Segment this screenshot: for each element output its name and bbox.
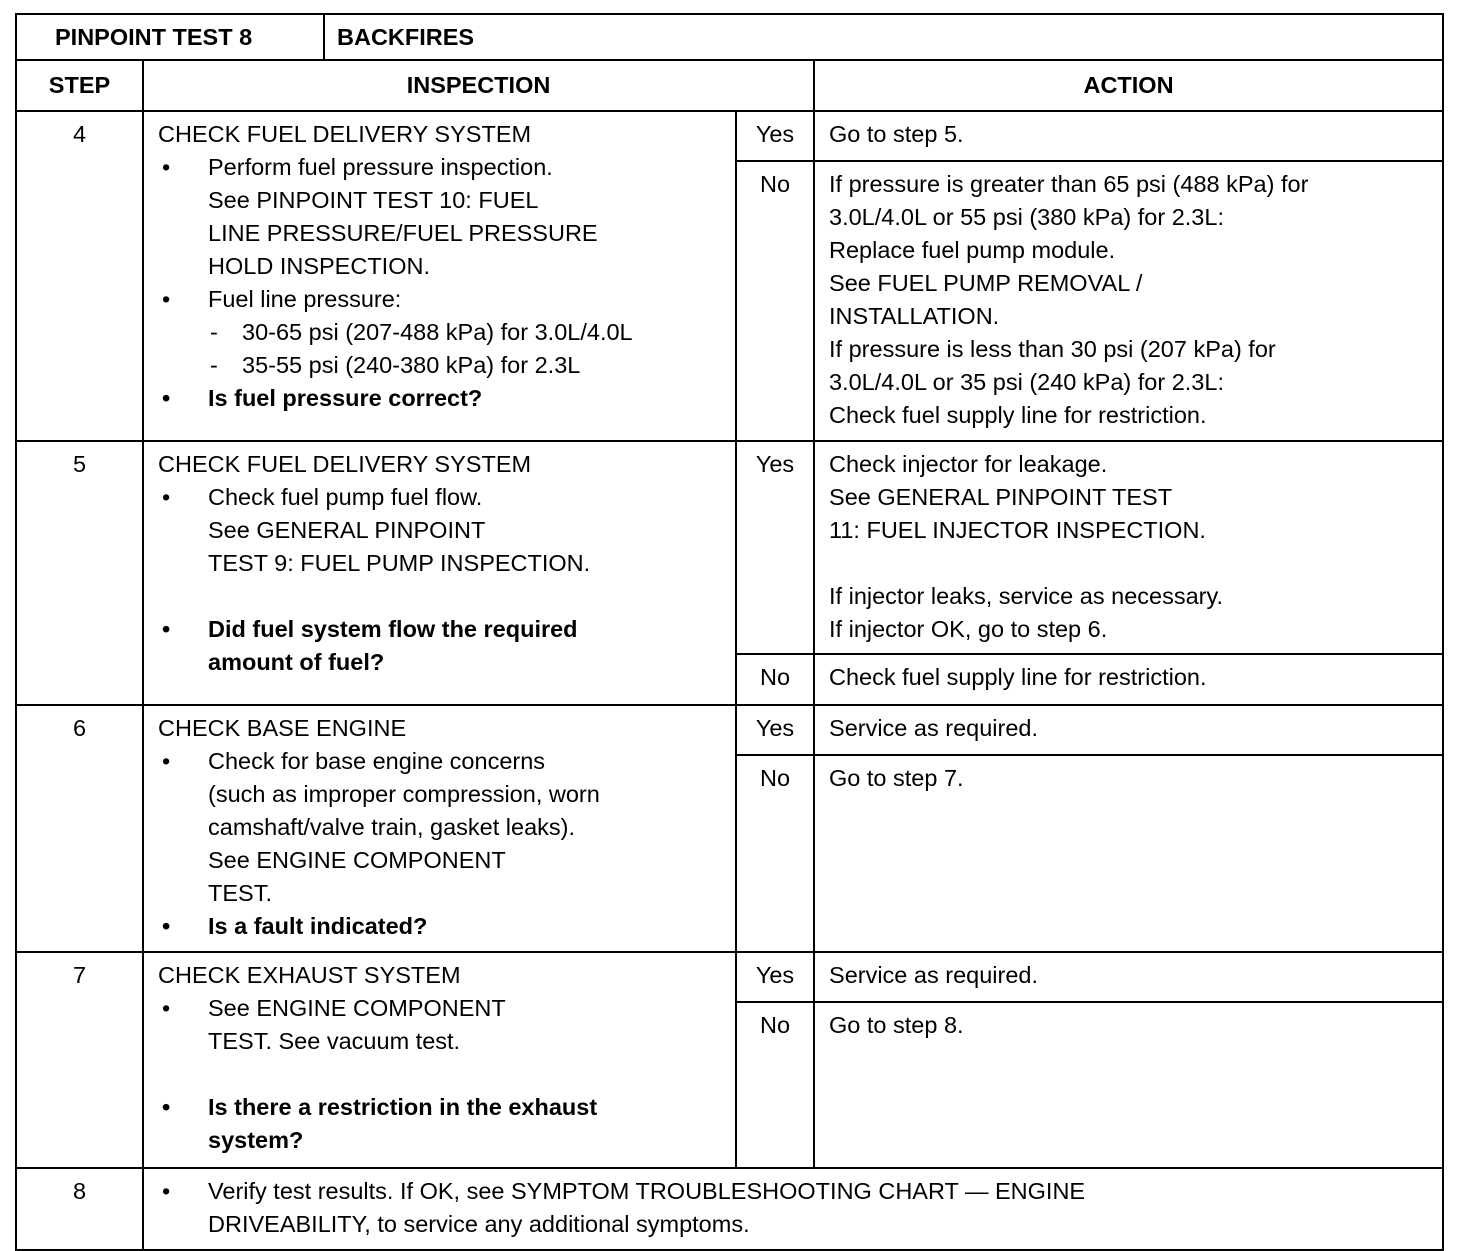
step-4-yes-action: Go to step 5. [814, 111, 1443, 161]
step-7-bullet-1-line: See ENGINE COMPONENT [208, 995, 506, 1021]
step-4-no-action-line: INSTALLATION. [829, 303, 1000, 329]
step-4-no-action-line: See FUEL PUMP REMOVAL / [829, 270, 1143, 296]
step-6-number: 6 [16, 705, 143, 952]
step-8-text [143, 1168, 1443, 1250]
step-7-yes-label: Yes [736, 952, 814, 1002]
step-4-bullet-2-text: Fuel line pressure: [208, 286, 402, 312]
step-5-inspection [143, 441, 736, 705]
step-5-no-action: Check fuel supply line for restriction. [814, 654, 1443, 705]
step-6-bullet-1-line: See ENGINE COMPONENT [208, 847, 506, 873]
step-6-bullet-1-line: TEST. [208, 880, 272, 906]
step-4-bullet-1-line: See PINPOINT TEST 10: FUEL [208, 187, 539, 213]
step-4-inspection [143, 111, 736, 441]
step-4-no-action-line: If pressure is greater than 65 psi (488 kPa) for [829, 171, 1309, 197]
step-6-yes-row [16, 705, 1443, 755]
step-4-question-text: Is fuel pressure correct? [208, 385, 483, 411]
step-7-heading: CHECK EXHAUST SYSTEM [158, 962, 461, 988]
spacer [158, 580, 727, 613]
step-5-yes-action [814, 441, 1443, 654]
step-5-number: 5 [16, 441, 143, 705]
step-7-yes-action: Service as required. [814, 952, 1443, 1002]
step-4-bullet-1-line: HOLD INSPECTION. [208, 253, 430, 279]
step-8-text-line: Verify test results. If OK, see SYMPTOM TROUBLESHOOTING CHART — ENGINE [208, 1178, 1086, 1204]
step-6-bullet-1 [158, 745, 727, 910]
step-7-yes-row [16, 952, 1443, 1002]
step-5-bullet-1-line: Check fuel pump fuel flow. [208, 484, 483, 510]
step-4-no-action [814, 161, 1443, 441]
step-6-heading: CHECK BASE ENGINE [158, 715, 407, 741]
step-5-question-line: amount of fuel? [208, 649, 385, 675]
step-6-bullet-1-line: Check for base engine concerns [208, 748, 546, 774]
step-6-question-text: Is a fault indicated? [208, 913, 428, 939]
bullet-icon: • [162, 385, 171, 411]
step-5-no-label: No [736, 654, 814, 705]
step-8-bullet [158, 1175, 1434, 1241]
step-4-question [158, 382, 727, 415]
step-5-yes-action-line: See GENERAL PINPOINT TEST [829, 484, 1173, 510]
spacer [829, 547, 1434, 580]
step-6-bullet-1-line: (such as improper compression, worn [208, 781, 600, 807]
test-title: BACKFIRES [324, 14, 1443, 60]
step-5-yes-action-line: If injector leaks, service as necessary. [829, 583, 1224, 609]
step-4-no-action-line: 3.0L/4.0L or 35 psi (240 kPa) for 2.3L: [829, 369, 1224, 395]
step-6-no-label: No [736, 755, 814, 952]
column-header-step: STEP [16, 60, 143, 111]
step-7-no-label: No [736, 1002, 814, 1168]
step-7-question-line: system? [208, 1127, 304, 1153]
step-6-question [158, 910, 727, 943]
step-4-bullet-1-line: Perform fuel pressure inspection. [208, 154, 553, 180]
step-4-dash-2 [158, 349, 727, 382]
step-4-no-label: No [736, 161, 814, 441]
step-7-number: 7 [16, 952, 143, 1168]
step-6-inspection [143, 705, 736, 952]
step-5-question-line: Did fuel system flow the required [208, 616, 578, 642]
step-4-no-action-line: Replace fuel pump module. [829, 237, 1116, 263]
step-4-dash-2-text: 35-55 psi (240-380 kPa) for 2.3L [242, 352, 581, 378]
step-6-yes-label: Yes [736, 705, 814, 755]
bullet-icon: • [162, 154, 171, 180]
bullet-icon: • [162, 748, 171, 774]
step-7-no-action: Go to step 8. [814, 1002, 1443, 1168]
column-header-inspection: INSPECTION [143, 60, 814, 111]
step-6-yes-action: Service as required. [814, 705, 1443, 755]
step-5-bullet-1-line: See GENERAL PINPOINT [208, 517, 486, 543]
step-4-number: 4 [16, 111, 143, 441]
step-5-yes-label: Yes [736, 441, 814, 654]
bullet-icon: • [162, 995, 171, 1021]
step-4-bullet-1-line: LINE PRESSURE/FUEL PRESSURE [208, 220, 598, 246]
bullet-icon: • [162, 913, 171, 939]
dash-icon: - [210, 352, 218, 378]
step-5-bullet-1-line: TEST 9: FUEL PUMP INSPECTION. [208, 550, 591, 576]
step-7-question [158, 1091, 727, 1157]
dash-icon: - [210, 319, 218, 345]
bullet-icon: • [162, 1094, 171, 1120]
step-8-number: 8 [16, 1168, 143, 1250]
bullet-icon: • [162, 616, 171, 642]
bullet-icon: • [162, 484, 171, 510]
pinpoint-test-table [15, 13, 1444, 1251]
step-5-yes-row [16, 441, 1443, 654]
bullet-icon: • [162, 1178, 171, 1204]
step-4-yes-label: Yes [736, 111, 814, 161]
step-8-text-line: DRIVEABILITY, to service any additional symptoms. [208, 1211, 750, 1237]
step-4-no-action-line: Check fuel supply line for restriction. [829, 402, 1207, 428]
step-7-question-line: Is there a restriction in the exhaust [208, 1094, 598, 1120]
step-8-row [16, 1168, 1443, 1250]
step-5-yes-action-line: Check injector for leakage. [829, 451, 1108, 477]
step-4-heading: CHECK FUEL DELIVERY SYSTEM [158, 121, 532, 147]
step-6-no-action: Go to step 7. [814, 755, 1443, 952]
step-5-yes-action-line: 11: FUEL INJECTOR INSPECTION. [829, 517, 1206, 543]
step-4-no-action-line: 3.0L/4.0L or 55 psi (380 kPa) for 2.3L: [829, 204, 1224, 230]
step-4-dash-1-text: 30-65 psi (207-488 kPa) for 3.0L/4.0L [242, 319, 633, 345]
step-7-bullet-1 [158, 992, 727, 1058]
step-4-yes-row [16, 111, 1443, 161]
spacer [158, 1058, 727, 1091]
step-4-bullet-1 [158, 151, 727, 283]
step-5-bullet-1 [158, 481, 727, 580]
step-7-bullet-1-line: TEST. See vacuum test. [208, 1028, 461, 1054]
step-4-no-action-line: If pressure is less than 30 psi (207 kPa) for [829, 336, 1276, 362]
column-header-action: ACTION [814, 60, 1443, 111]
step-5-question [158, 613, 727, 679]
step-7-inspection [143, 952, 736, 1168]
column-header-row [16, 60, 1443, 111]
step-4-bullet-2 [158, 283, 727, 316]
test-label: PINPOINT TEST 8 [16, 14, 324, 60]
step-6-bullet-1-line: camshaft/valve train, gasket leaks). [208, 814, 576, 840]
step-5-heading: CHECK FUEL DELIVERY SYSTEM [158, 451, 532, 477]
bullet-icon: • [162, 286, 171, 312]
step-4-dash-1 [158, 316, 727, 349]
step-5-yes-action-line: If injector OK, go to step 6. [829, 616, 1108, 642]
title-row [16, 14, 1443, 60]
